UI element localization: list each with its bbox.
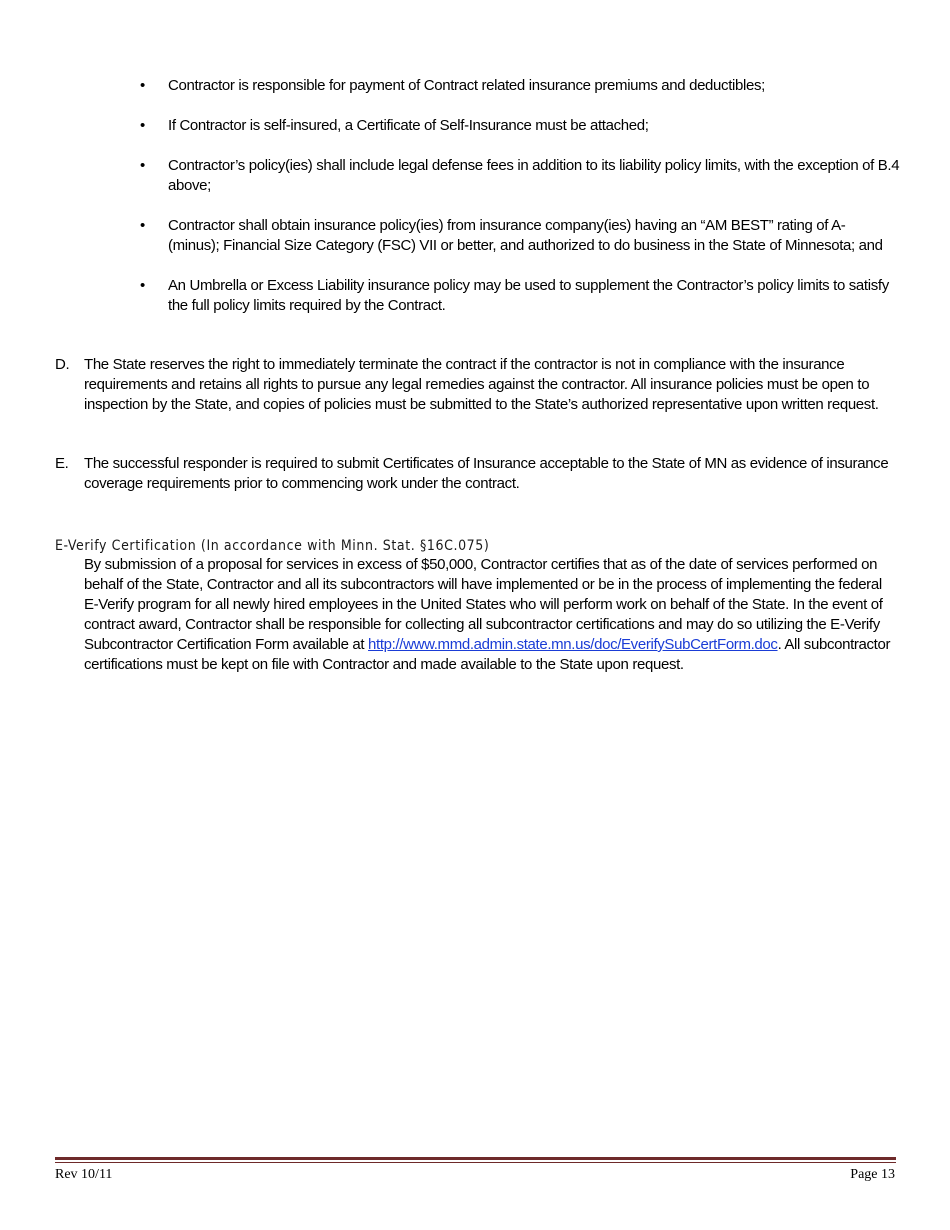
section-d (55, 355, 900, 415)
everify-text-before-link: By submission of a proposal for services in excess of $50,000, Contractor certifies that as of the date of services performed on behalf of the State, Contractor and all its subcontractors will have implemented or be in the process of implementing the federal E-Verify program for all newly hired employees in the United States who will perform work on behalf of the State. In the event of contract award, Contractor shall be responsible for collecting all subcontractor certifications and may do so utilizing the E-Verify Subcontractor Certification Form available at (84, 556, 883, 653)
bullet-text: Contractor is responsible for payment of Contract related insurance premiums and deductibles; (168, 77, 765, 94)
section-e-text: The successful responder is required to submit Certificates of Insurance acceptable to the State of MN as evidence of insurance coverage requirements prior to commencing work under the contract. (84, 455, 889, 492)
bullet-item (140, 116, 900, 136)
everify-text-after-link: . All subcontractor certifications must be kept on file with Contractor and made available to the State upon request. (84, 636, 891, 673)
bullet-icon: • (140, 117, 145, 134)
bullet-icon: • (140, 217, 145, 234)
bullet-item (140, 156, 900, 196)
everify-paragraph (84, 555, 899, 675)
bullet-item (140, 216, 900, 256)
footer-page-number: Page 13 (850, 1167, 895, 1182)
bullet-icon: • (140, 77, 145, 94)
bullet-text: An Umbrella or Excess Liability insurance policy may be used to supplement the Contractor’s policy limits to satisfy the full policy limits required by the Contract. (168, 277, 889, 314)
section-e-letter: E. (55, 455, 69, 472)
section-e (55, 454, 900, 494)
bullet-item (140, 276, 900, 316)
everify-form-link[interactable]: http://www.mmd.admin.state.mn.us/doc/EverifySubCertForm.doc (368, 636, 778, 653)
insurance-bullet-list (140, 76, 900, 336)
bullet-icon: • (140, 277, 145, 294)
bullet-text: Contractor’s policy(ies) shall include legal defense fees in addition to its liability policy limits, with the exception of B.4 above; (168, 157, 900, 194)
bullet-icon: • (140, 157, 145, 174)
section-d-text: The State reserves the right to immediately terminate the contract if the contractor is not in compliance with the insurance requirements and retains all rights to pursue any legal remedies against the contractor. All insurance policies must be open to inspection by the State, and copies of policies must be submitted to the State’s authorized representative upon written request. (84, 356, 879, 413)
bullet-item (140, 76, 900, 96)
footer-divider-thin (55, 1162, 896, 1163)
footer-divider (55, 1157, 896, 1160)
bullet-text: Contractor shall obtain insurance policy(ies) from insurance company(ies) having an “AM BEST” rating of A- (minus); Financial Size Category (FSC) VII or better, and authorized to do business in the State of Minnesota; and (168, 217, 883, 254)
everify-heading: E-Verify Certification (In accordance with Minn. Stat. §16C.075) (55, 538, 490, 554)
section-d-letter: D. (55, 356, 70, 373)
bullet-text: If Contractor is self-insured, a Certificate of Self-Insurance must be attached; (168, 117, 649, 134)
footer-revision: Rev 10/11 (55, 1167, 113, 1182)
